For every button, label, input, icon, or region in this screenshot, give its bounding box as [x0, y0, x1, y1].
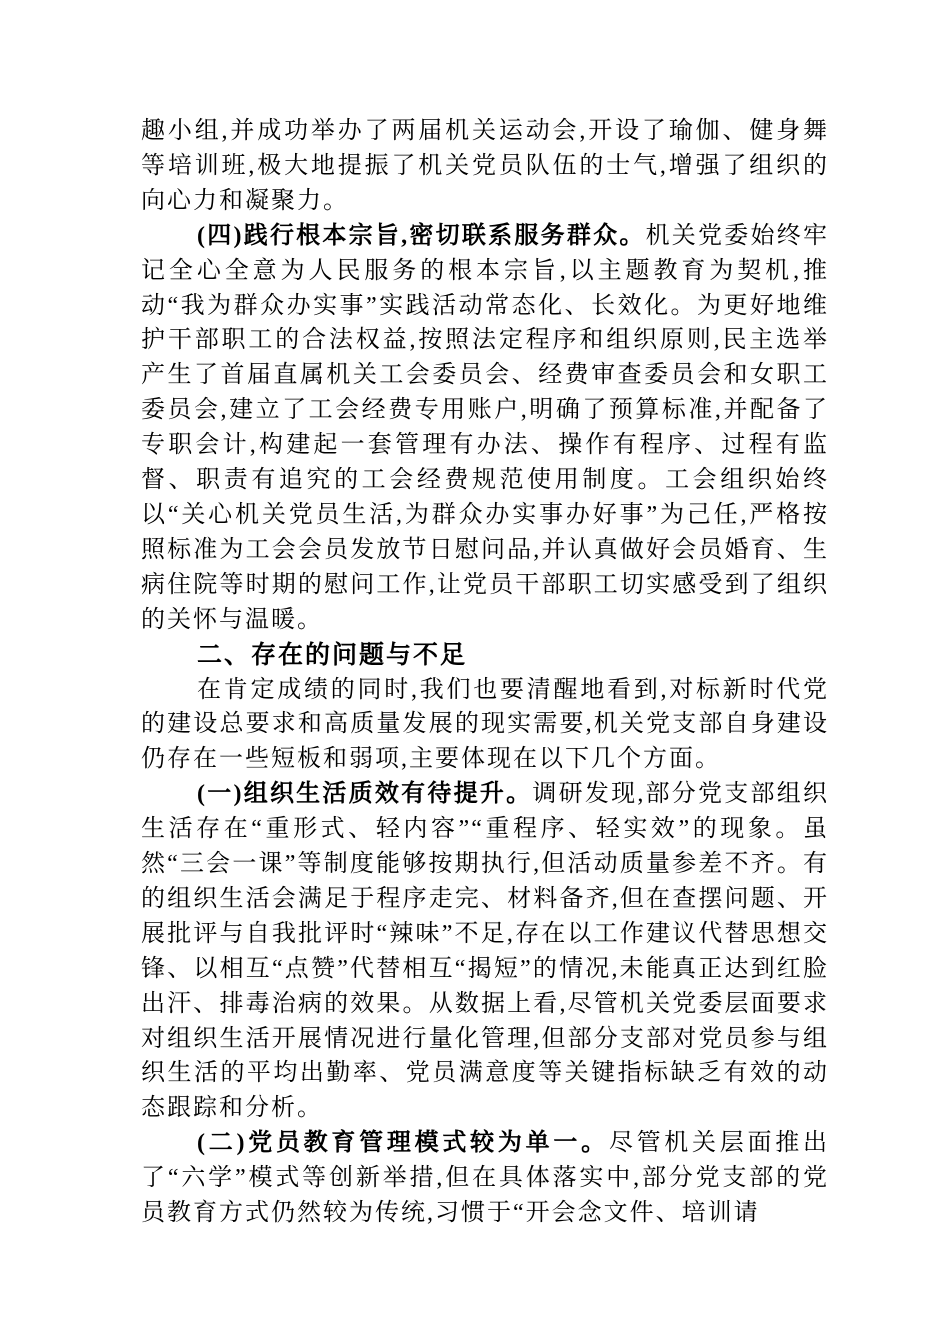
paragraph-issue-2 — [141, 1126, 829, 1231]
paragraph-issue-1 — [141, 777, 829, 1126]
paragraph-text: 在肯定成绩的同时,我们也要清醒地看到,对标新时代党的建设总要求和高质量发展的现实需要,机关党支部自身建设仍存在一些短板和弱项,主要体现在以下几个方面。 — [141, 676, 829, 773]
section-heading-text: 二、存在的问题与不足 — [197, 639, 468, 669]
paragraph-continuation — [141, 114, 829, 219]
paragraph-text: 尽管机关层面推出了“六学”模式等创新举措,但在具体落实中,部分党支部的党员教育方式仍然较为传统,习惯于“开会念文件、培训请 — [141, 1130, 829, 1227]
paragraph-lead: (一)组织生活质效有待提升。 — [197, 781, 533, 808]
paragraph-lead: (二)党员教育管理模式较为单一。 — [197, 1130, 609, 1157]
paragraph-section-intro — [141, 673, 829, 778]
paragraph-text: 机关党委始终牢记全心全意为人民服务的根本宗旨,以主题教育为契机,推动“我为群众办实事”实践活动常态化、长效化。为更好地维护干部职工的合法权益,按照法定程序和组织原则,民主选举产生了首届直属机关工会委员会、经费审查委员会和女职工委员会,建立了工会经费专用账户,明确了预算标准,并配备了专职会计,构建起一套管理有办法、操作有程序、过程有监督、职责有追究的工会经费规范使用制度。工会组织始终以“关心机关党员生活,为群众办实事办好事”为己任,严格按照标准为工会会员发放节日慰问品,并认真做好会员婚育、生病住院等时期的慰问工作,让党员干部职工切实感受到了组织的关怀与温暖。 — [141, 222, 829, 633]
paragraph-text: 调研发现,部分党支部组织生活存在“重形式、轻内容”“重程序、轻实效”的现象。虽然“三会一课”等制度能够按期执行,但活动质量参差不齐。有的组织生活会满足于程序走完、材料备齐,但在查摆问题、开展批评与自我批评时“辣味”不足,存在以工作建议代替思想交锋、以相互“点赞”代替相互“揭短”的情况,未能真正达到红脸出汗、排毒治病的效果。从数据上看,尽管机关党委层面要求对组织生活开展情况进行量化管理,但部分支部对党员参与组织生活的平均出勤率、党员满意度等关键指标缺乏有效的动态跟踪和分析。 — [141, 781, 829, 1122]
section-heading — [141, 638, 829, 673]
paragraph-text: 趣小组,并成功举办了两届机关运动会,开设了瑜伽、健身舞等培训班,极大地提振了机关党员队伍的士气,增强了组织的向心力和凝聚力。 — [141, 118, 829, 214]
paragraph-lead: (四)践行根本宗旨,密切联系服务群众。 — [197, 222, 646, 249]
paragraph-item-4 — [141, 219, 829, 638]
page-text-area — [141, 114, 829, 1234]
